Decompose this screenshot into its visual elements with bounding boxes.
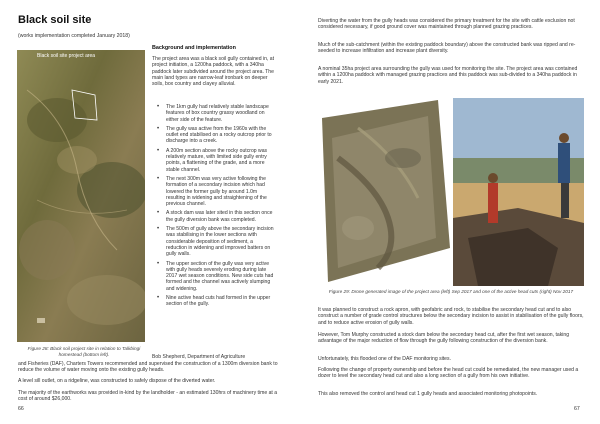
earthworks-paragraph: The majority of the earthworks was provided in-kind by the landholder - an estimated 130hrs of machinery time at a cost of around $26,000. bbox=[18, 390, 278, 403]
section-heading: Background and implementation bbox=[152, 45, 236, 51]
right-paragraph-4: It was planned to construct a rock apron, with geofabric and rock, to stabilise the secondary head cut and to also construct a number of grade control structures below the secondary incision to assist in stabilisation of the gully floors, and to reduce active erosion of gully walls. bbox=[318, 307, 584, 326]
shepherd-line: Bob Shepherd, Department of Agriculture bbox=[152, 354, 246, 360]
daf-paragraph: and Fisheries (DAF), Charters Towers recommended and supervised the construction of a 1300m diversion bank to reduce the volume of water moving onto the existing gully heads. bbox=[18, 361, 278, 374]
bullet-item: • The 1km gully had relatively stable landscape features of box country grassy woodland on either side of the feature. bbox=[157, 104, 275, 123]
sill-paragraph: A level sill outlet, on a ridgeline, was constructed to safely dispose of the diverted water. bbox=[18, 378, 216, 384]
bullet-item: • A stock dam was later sited in this section once the gully diversion bank was completed. bbox=[157, 210, 275, 223]
page-title: Black soil site bbox=[18, 14, 92, 26]
bullet-list-container bbox=[157, 104, 275, 311]
right-paragraph-5: However, Tom Murphy constructed a stock dam below the secondary head cut, after the first wet season, taking advantage of the major reduction of flow through the gully following construction of the diversion bank. bbox=[318, 332, 570, 345]
page-number-right: 67 bbox=[574, 406, 580, 412]
intro-paragraph: The project area was a black soil gully contained in, at project initiation, a 1200ha paddock, with a 340ha paddock later subdivided around the project area. The main land types are narrow-leaf ironbark on deeper soils, box country and clayey alluvial. bbox=[152, 56, 275, 88]
right-paragraph-3: A nominal 35ha project area surrounding the gully was used for monitoring the site. The project area was contained within a 1200ha paddock with managed grazing practices and this paddock was sub-divided to a 340ha paddock in early 2021. bbox=[318, 66, 578, 85]
photo-caption: Figure 29: Drone generated image of the project area (left) Sep 2017 and one of the active head cuts (right) Nov 2017 bbox=[328, 289, 574, 294]
map-label: Black soil site project area bbox=[37, 53, 96, 59]
right-paragraph-2: Much of the sub-catchment (within the existing paddock boundary) above the constructed bank was ripped and re-seeded to increase infiltration and increase plant diversity. bbox=[318, 42, 576, 55]
right-paragraph-1: Diverting the water from the gully heads was considered the primary treatment for the site with cattle exclusion not considered necessary, if good ground cover was maintained through planned grazing practices. bbox=[318, 18, 575, 31]
bullet-item: • The gully was active from the 1960s with the outlet end stabilised on a rocky outcrop prior to discharge into a creek. bbox=[157, 126, 275, 145]
aerial-map-graphic bbox=[17, 50, 145, 342]
right-paragraph-6: Unfortunately, this flooded one of the DAF monitoring sites. bbox=[318, 356, 451, 362]
project-photos bbox=[318, 98, 584, 286]
bullet-item: • The next 300m was very active following the formation of a secondary incision which had lowered the former gully by around 1.0m resulting in widening and straightening of the previous channel. bbox=[157, 176, 275, 207]
right-paragraph-8: This also removed the control and head cut 1 gully heads and associated monitoring photopoints. bbox=[318, 391, 538, 397]
bullet-item: • The upper section of the gully was very active with gully heads severely eroding during late 2017 wet season conditions. New side cuts had formed and the channel was actively slumping and widening. bbox=[157, 261, 275, 292]
photo-collage-graphic bbox=[318, 98, 584, 286]
site-map-image bbox=[17, 50, 145, 342]
right-paragraph-7: Following the change of property ownership and before the head cut could be remediated, the new manager used a dozer to level the secondary head cut and also a long section of a gully from his own initiative. bbox=[318, 367, 579, 380]
bullet-item: • The 500m of gully above the secondary incision was stabilising in the lower sections with considerable deposition of sediment, a reduction in widening and improved batters on gully walls. bbox=[157, 226, 275, 257]
map-caption: Figure 28: Black soil project site in relation to Talkbingi homestead (bottom left). bbox=[27, 346, 141, 357]
page-number-left: 66 bbox=[18, 406, 24, 412]
bullet-item: • Nine active head cuts had formed in the upper section of the gully. bbox=[157, 295, 275, 308]
page-subtitle: (works implementation completed January 2018) bbox=[18, 33, 130, 39]
bullet-list bbox=[157, 104, 275, 308]
bullet-item: • A 200m section above the rocky outcrop was relatively mature, with limited side gully entry points, a flattening of the grade, and a more stable channel. bbox=[157, 148, 275, 173]
